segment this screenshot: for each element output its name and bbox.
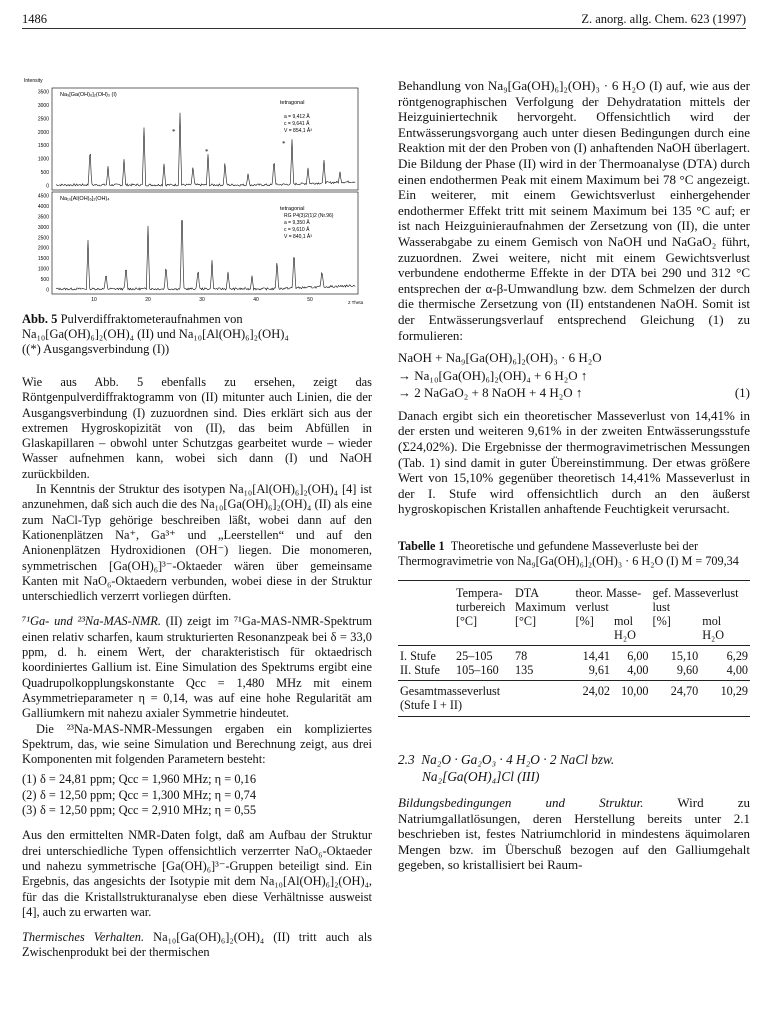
paragraph: Wie aus Abb. 5 ebenfalls zu ersehen, zeigt das Röntgenpulverdiffraktogramm von (II) mitunter auch Linien, die der Ausgangsverbindung (I) zuzuordnen sind. Dies erklärt sich aus der extremen Hygroskopizität von (II), das beim Abfüllen in Glaskapillaren – obwohl unter Schutzgas gearbeitet wurde – wieder Wasser aufnehmen kann, wobei sich dann (I) und NaOH zurückbilden. — [22, 375, 372, 481]
xrd-figure — [22, 76, 372, 308]
caption-line-3: ((*) Ausgangsverbindung (I)) — [22, 342, 170, 356]
equation-line: (1) → 2 NaGaO₂ + 8 NaOH + 4 H₂O ↑ — [398, 385, 750, 401]
y-tick-label: 2000 — [37, 245, 49, 252]
y-tick-label: 1500 — [37, 143, 49, 150]
x-tick-label: 40 — [253, 297, 259, 303]
y-tick-label: 1500 — [37, 256, 49, 263]
table-header-row: turbereich Maximum verlust lust — [456, 600, 671, 615]
y-tick-label: 0 — [46, 183, 49, 190]
paragraph-text: (II) zeigt im ⁷¹Ga-MAS-NMR-Spektrum einen relativ scharfen, kaum strukturierten Resonanzpeak bei δ = 33,0 ppm, d. h. einem Wert, der charakteristisch für oktaedrisch koordiniertes Gallium ist. Eine Simulation des Spektrums ergibt eine Quadrupolkopplungskonstante Qcc = 1,480 MHz mit einem Asymmetrieparameter η = 0,14, was auf eine hohe Regularität am Galliumkern mit nahezu axialer Symmetrie hindeutet. — [22, 614, 372, 721]
section-heading: 2.3 Na₂O · Ga₂O₃ · 4 H₂O · 2 NaCl bzw. — [398, 752, 615, 768]
page-number: 1486 — [22, 12, 47, 26]
reference-markers — [172, 128, 286, 156]
lattice-parameter: a = 9,412 Å — [284, 114, 310, 120]
paragraph: In Kenntnis der Struktur des isotypen Na₁₀[Al(OH)₆]₂(OH)₄ [4] ist anzunehmen, daß sich auch die des Na₁₀[Ga(OH)₆]₂(OH)₄ (II) als eine zum NaCl-Typ gehörige beschreiben läßt, wobei dann auf den Kationenplätzen Na⁺, Ga³⁺ und „Leerstellen“ und auf den Anionenplätzen Hydroxidionen (OH⁻) liegen. Die monomeren, symmetrischen [Ga(OH)₆]³⁻-Oktaeder wären über gemeinsame Kanten mit NaO₆-Oktaedern verbunden, wobei diese in der Struktur unterschiedlich verzerrt vorliegen dürften. — [22, 482, 372, 604]
bottom-diffraction-trace — [56, 221, 355, 290]
x-tick-label: 30 — [199, 297, 205, 303]
section-number: 2.3 — [398, 752, 415, 768]
equation-line: → Na₁₀[Ga(OH)₆]₂(OH)₄ + 6 H₂O ↑ — [398, 367, 588, 383]
lattice-parameter: V = 854,1 Å³ — [284, 128, 312, 134]
paragraph-text: Na₁₀[Ga(OH)₆]₂(OH)₄ (II) tritt auch als Zwischenprodukt bei der thermischen — [22, 930, 372, 960]
y-tick-label: 2500 — [37, 116, 49, 123]
reference-star-marker: * — [172, 128, 176, 136]
bottom-system-label: tetragonal — [280, 206, 305, 212]
x-axis-label: 2 Theta — [348, 300, 364, 305]
lattice-parameter: V = 840,1 Å³ — [284, 234, 312, 240]
y-tick-label: 1000 — [37, 266, 49, 273]
right-column — [398, 78, 750, 873]
y-tick-label: 4500 — [37, 193, 49, 200]
y-tick-label: 3000 — [37, 102, 49, 109]
caption-line-1: Pulverdiffraktometeraufnahmen von — [60, 312, 243, 326]
top-panel-frame — [52, 88, 358, 190]
paragraph — [398, 795, 750, 873]
lattice-parameter: RG P4(3)2(1)2 (Nr.96) — [284, 213, 334, 219]
run-in-heading: Bildungsbedingungen und Struktur. — [398, 795, 644, 811]
top-params — [284, 113, 312, 134]
journal-reference: Z. anorg. allg. Chem. 623 (1997) — [581, 12, 746, 26]
paragraph-text: Wird zu Natriumgallatlösungen, deren Herstellung bereits unter 2.1 beschrieben ist, festes Natriumchlorid in mindestens äquimolaren Mengen bzw. im Überschuß bezogen auf den Galliumgehalt gegeben, so kristallisiert bei Raum- — [398, 795, 750, 873]
mass-loss-table — [398, 580, 750, 717]
lattice-parameter: a = 9,350 Å — [284, 220, 310, 226]
paragraph: Die ²³Na-MAS-NMR-Messungen ergaben ein kompliziertes Spektrum, das, wie seine Simulation und Berechnung zeigt, aus drei Komponenten mit folgenden Parametern besteht: — [22, 721, 372, 767]
bottom-params — [284, 213, 334, 240]
table-row: II. Stufe 105–160 135 9,61 4,00 9,60 4,00 — [400, 663, 748, 678]
table-label: Tabelle 1 — [398, 539, 445, 554]
x-tick-label: 50 — [307, 297, 313, 303]
x-tick-label: 20 — [145, 297, 151, 303]
table-row: I. Stufe 25–105 78 14,41 6,00 15,10 6,29 — [398, 646, 750, 664]
left-column — [22, 76, 372, 961]
figure-label: Abb. 5 — [22, 312, 58, 326]
top-compound-label: Na₉[Ga(OH)₆]₂(OH)₃ (I) — [60, 92, 117, 98]
table-header-row: [°C] [°C] [%] mol [%] mol — [456, 614, 722, 629]
list-item: (3) δ = 12,50 ppm; Qcc = 2,910 MHz; η = 0,55 — [22, 803, 257, 818]
y-tick-label: 2000 — [37, 129, 49, 136]
reference-star-marker: * — [205, 148, 209, 156]
figure-caption — [22, 312, 372, 357]
page-header — [22, 10, 746, 29]
run-in-heading: Thermisches Verhalten. — [22, 930, 145, 945]
y-tick-label: 3000 — [37, 224, 49, 231]
section-heading: Na₂[Ga(OH)₄]Cl (III) — [422, 769, 540, 785]
top-y-ticks — [38, 90, 49, 190]
paragraph: Aus den ermittelten NMR-Daten folgt, daß am Aufbau der Struktur drei unterschiedliche Typen offensichtlich verzerrter NaO₆-Oktaeder und nahezu symmetrische [Ga(OH)₆]³⁻-Gruppen beteiligt sind. Ein Ergebnis, das angesichts der Isotypie mit dem Na₁₀[Al(OH)₆]₂(OH)₄, für das die Kristallstrukturanalyse eben diese Verhältnisse ausweist [4], auch zu erwarten war. — [22, 828, 372, 919]
paragraph — [22, 614, 372, 721]
y-tick-label: 3500 — [37, 89, 49, 96]
y-axis-label: Intensity — [24, 78, 43, 84]
table-caption: Tabelle 1 Theoretische und gefundene Masseverluste bei der Thermogravimetrie von Na₉[Ga(OH)₆]₂(OH)₃ · 6 H₂O (I) M = 709,34 — [398, 539, 739, 568]
lattice-parameter: c = 9,641 Å — [284, 121, 310, 127]
equation-number: (1) — [734, 385, 750, 401]
y-tick-label: 1000 — [37, 156, 49, 163]
table-total-row: (Stufe I + II) — [398, 698, 750, 717]
list-item: (1) δ = 24,81 ppm; Qcc = 1,960 MHz; η = 0,16 — [22, 772, 257, 787]
paragraph: Danach ergibt sich ein theoretischer Masseverlust von 14,41% in der ersten und weiteren 9,61% in der zweiten Entwässerungsstufe (Σ24,02%). Die Ergebnisse der thermogravimetrischen Messungen (Tab. 1) sind damit in guter Übereinstimmung. Der etwas größere Wert von 15,10% gegenüber theoretisch 14,41% Masseverlust in der I. Stufe wird offensichtlich durch an den äußerst hygroskopischen Kristallen anhaftende Feuchtigkeit verursacht. — [398, 407, 750, 517]
bottom-compound-label: Na₁₀[Al(OH)₆]₂(OH)₄ — [60, 196, 110, 202]
equation-line: NaOH + Na₉[Ga(OH)₆]₂(OH)₃ · 6 H₂O — [398, 350, 602, 366]
y-tick-label: 2500 — [37, 235, 49, 242]
y-tick-label: 3500 — [37, 214, 49, 221]
top-system-label: tetragonal — [280, 100, 305, 106]
bottom-panel-frame — [52, 192, 358, 294]
paragraph: Behandlung von Na₉[Ga(OH)₆]₂(OH)₃ · 6 H₂O (I) auf, wie aus der röntgenographischen Verfolgung der Dehydratation mittels der Heizguiniertechnik hervorgeht. Offensichtlich wird der Entwässerungsvorgang auch unter diesen Bedingungen durch eine Reaktion mit der den Proben von (I) anhaftenden NaOH überlagert. Die Bildung der Phase (II) wird in der Thermoanalyse (DTA) durch einen endothermen Peak mit einem Maximum bei 78 °C angezeigt. Ein weiterer, mit einem Gewichtsverlust einhergehender endothermer Effekt tritt mit seinem Maximum bei 135 °C auf; er ist nach Heizguinieraufnahmen der Zersetzung von (II), die unter Wasserabgabe zu einem Gemisch von NaOH und NaGaO₂ führt, zuzuordnen. Zwei weitere, nicht mit einem Gewichtsverlust verbundene endotherme Effekte in der DTA bei 290 und 312 °C entsprechen der α-β-Umwandlung bzw. dem Schmelzen der durch die thermische Zersetzung von (II) entstandenen NaOH. Somit ist der Entwässerungsverlauf entsprechend Gleichung (1) zu formulieren: — [398, 78, 750, 343]
lattice-parameter: c = 9,610 Å — [284, 227, 310, 233]
caption-line-2: Na₁₀[Ga(OH)₆]₂(OH)₄ (II) und Na₁₀[Al(OH)₆]₂(OH)₄ — [22, 327, 289, 341]
bottom-y-ticks — [38, 194, 49, 294]
x-tick-label: 10 — [91, 297, 97, 303]
table-total-row: Gesamtmasseverlust 24,02 10,00 24,70 10,29 — [398, 681, 750, 699]
y-tick-label: 0 — [46, 287, 49, 294]
nmr-parameter-list — [22, 772, 372, 818]
reference-star-marker: * — [282, 140, 286, 148]
y-tick-label: 4000 — [37, 203, 49, 210]
table-header-row: H₂O H₂O — [614, 628, 725, 643]
paragraph — [22, 930, 372, 961]
list-item: (2) δ = 12,50 ppm; Qcc = 1,300 MHz; η = 0,74 — [22, 787, 257, 802]
y-tick-label: 500 — [40, 170, 49, 177]
run-in-heading: ⁷¹Ga- und ²³Na-MAS-NMR. — [22, 614, 161, 629]
y-tick-label: 500 — [40, 277, 49, 284]
table-header-row: Tempera- DTA theor. Masse- gef. Masseverlust — [398, 581, 750, 601]
x-ticks — [91, 297, 313, 303]
